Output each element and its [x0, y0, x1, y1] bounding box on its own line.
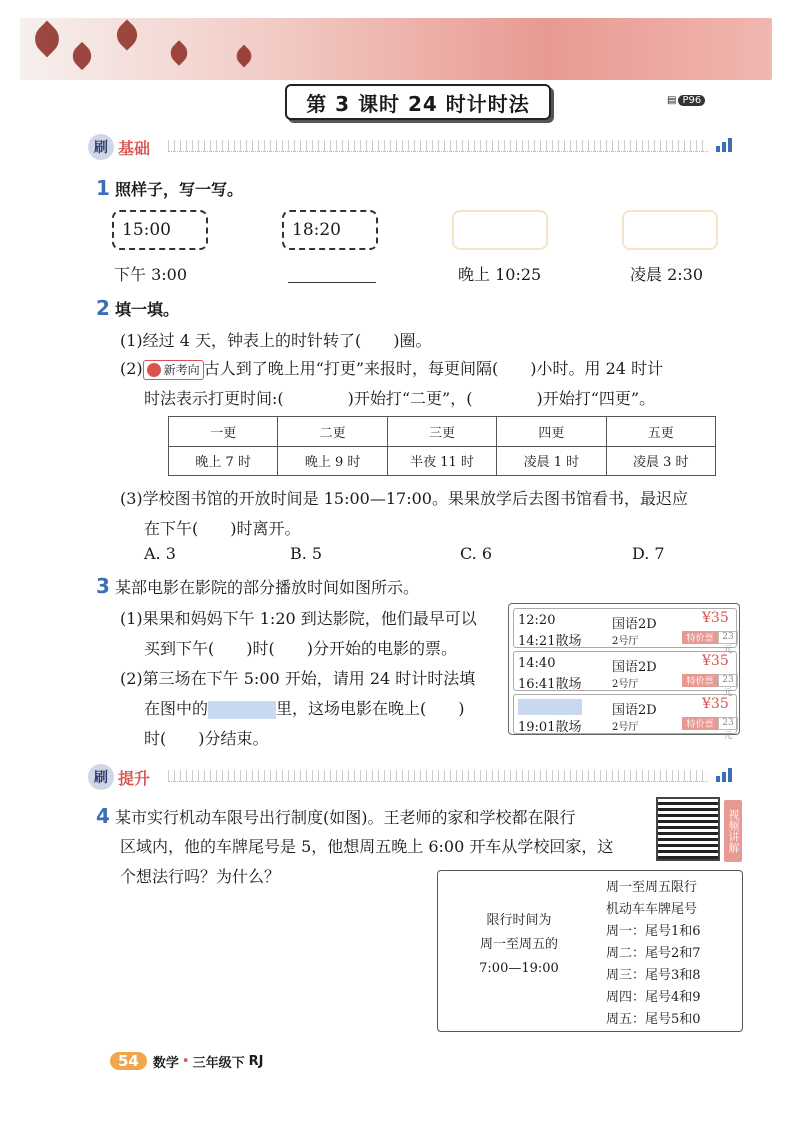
time-box	[112, 210, 208, 250]
traffic-restriction-notice	[437, 870, 743, 1032]
price: ¥35	[702, 653, 729, 669]
question-prompt: 填一填。	[115, 300, 180, 319]
page-number: 54	[110, 1052, 147, 1070]
question-3-part-2-line-2	[144, 696, 465, 719]
option-b[interactable]: B. 5	[290, 544, 323, 563]
end-time: 16:41散场	[518, 677, 582, 692]
original-price: 23元	[718, 717, 738, 730]
start-time: 14:40	[518, 656, 556, 671]
table-cell: 凌晨 1 时	[497, 446, 606, 476]
hall: 2号厅	[612, 722, 639, 733]
table-header-cell: 五更	[606, 417, 715, 447]
movie-showtime-row[interactable]	[513, 651, 737, 698]
question-number: 3	[96, 574, 110, 598]
notice-line: 周四：尾号4和9	[606, 990, 701, 1005]
part-text: 古人到了晚上用“打更”来报时，每更间隔( )小时。用 24 时计	[203, 359, 664, 378]
footer-edition: RJ	[248, 1053, 264, 1069]
page-footer	[110, 1050, 263, 1072]
ticket-button[interactable]	[682, 674, 738, 698]
restriction-time	[464, 909, 574, 981]
price: ¥35	[702, 610, 729, 626]
question-number: 2	[96, 296, 110, 320]
notice-line: 7:00—19:00	[479, 961, 559, 976]
start-time: 12:20	[518, 613, 556, 628]
night-watch-table	[168, 416, 716, 476]
question-number: 1	[96, 176, 110, 200]
notice-line: 周一至周五的	[479, 937, 558, 952]
movie-showtime-row[interactable]	[513, 694, 737, 741]
notice-line: 周三：尾号3和8	[606, 968, 701, 983]
table-header-cell: 四更	[497, 417, 606, 447]
movie-showtime-row[interactable]	[513, 608, 737, 655]
table-header-cell: 三更	[387, 417, 496, 447]
language: 国语2D	[612, 660, 657, 675]
target-icon	[147, 363, 161, 377]
question-2-part-3-line-2: 在下午( )时离开。	[144, 519, 301, 538]
notice-line: 限行时间为	[486, 913, 552, 928]
question-3-part-2-line-1: (2)第三场在下午 5:00 开始，请用 24 时计时法填	[120, 669, 476, 688]
time-caption: 晚上 10:25	[458, 265, 542, 284]
original-price: 23元	[718, 674, 738, 687]
option-c[interactable]: C. 6	[460, 544, 493, 563]
brush-icon: 刷	[88, 764, 114, 790]
maple-leaf-icon	[111, 19, 142, 50]
movie-schedule	[508, 603, 740, 741]
maple-leaf-icon	[68, 42, 96, 70]
question-number: 4	[96, 804, 110, 828]
question-3-part-1-line-2: 买到下午( )时( )分开始的电影的票。	[144, 639, 457, 658]
question-3-part-1-line-1: (1)果果和妈妈下午 1:20 到达影院，他们最早可以	[120, 609, 477, 628]
time-value: 15:00	[122, 220, 171, 240]
brush-icon: 刷	[88, 134, 114, 160]
signal-bars-icon	[716, 136, 732, 152]
answer-blank[interactable]	[288, 282, 376, 283]
language: 国语2D	[612, 703, 657, 718]
table-cell: 晚上 9 时	[278, 446, 387, 476]
ticket-button[interactable]	[682, 631, 738, 655]
question-prompt: 照样子，写一写。	[115, 180, 244, 199]
section-basic-label: 基础	[118, 138, 151, 158]
table-header-cell: 一更	[169, 417, 278, 447]
reference-page: P96	[678, 95, 705, 106]
notice-line: 机动车车牌尾号	[606, 902, 698, 917]
question-2-part-1: (1)经过 4 天，钟表上的时针转了( )圈。	[120, 331, 432, 350]
part-text: 里，这场电影在晚上( )	[276, 699, 465, 718]
question-prompt: 某部电影在影院的部分播放时间如图所示。	[115, 578, 420, 597]
section-basic-header	[88, 134, 150, 160]
section-advanced-label: 提升	[118, 768, 151, 788]
start-time-answer-box[interactable]	[518, 699, 582, 715]
video-explanation-label[interactable]: 视频讲解	[724, 800, 742, 862]
hall: 2号厅	[612, 636, 639, 647]
qr-code[interactable]	[656, 797, 720, 861]
notice-line: 周一：尾号1和6	[606, 924, 701, 939]
divider	[168, 140, 708, 152]
ticket-label: 特价票	[682, 631, 718, 644]
question-4-line-1	[96, 804, 576, 828]
time-caption: 下午 3:00	[114, 265, 188, 284]
ticket-label: 特价票	[682, 674, 718, 687]
table-cell: 半夜 11 时	[387, 446, 496, 476]
end-time: 14:21散场	[518, 634, 582, 649]
ticket-label: 特价票	[682, 717, 718, 730]
book-icon: ▤	[667, 94, 677, 106]
highlight-box	[208, 701, 276, 719]
maple-leaf-icon	[29, 21, 66, 58]
original-price: 23元	[718, 631, 738, 644]
hall: 2号厅	[612, 679, 639, 690]
ticket-button[interactable]	[682, 717, 738, 741]
notice-line: 周一至周五限行	[606, 880, 698, 895]
reference-link[interactable]	[667, 93, 705, 107]
table-header-cell: 二更	[278, 417, 387, 447]
option-a[interactable]: A. 3	[144, 544, 176, 563]
footer-grade: 三年级下	[192, 1055, 245, 1071]
notice-line: 周二：尾号2和7	[606, 946, 701, 961]
footer-subject: 数学	[152, 1055, 179, 1071]
question-2-part-3-line-1: (3)学校图书馆的开放时间是 15:00—17:00。果果放学后去图书馆看书，最迟应	[120, 489, 688, 508]
page-title: 第 3 课时 24 时计时法	[285, 84, 551, 120]
notice-line: 周五：尾号5和0	[606, 1012, 701, 1027]
language: 国语2D	[612, 617, 657, 632]
header-banner	[20, 18, 772, 80]
question-2-header	[96, 296, 179, 320]
divider	[168, 770, 708, 782]
table-row	[169, 446, 716, 476]
question-2-part-2-line-2: 时法表示打更时间:( )开始打“二更”，( )开始打“四更”。	[144, 389, 656, 408]
time-caption: 凌晨 2:30	[630, 265, 704, 284]
question-4-line-3: 个想法行吗？为什么？	[120, 867, 281, 886]
question-4-line-2: 区域内，他的车牌尾号是 5，他想周五晚上 6:00 开车从学校回家，这	[120, 837, 614, 856]
option-d[interactable]: D. 7	[632, 544, 665, 563]
question-1-header	[96, 176, 243, 200]
maple-leaf-icon	[166, 40, 191, 65]
time-value: 18:20	[292, 220, 341, 240]
section-advanced-header	[88, 764, 150, 790]
question-text: 某市实行机动车限号出行制度(如图)。王老师的家和学校都在限行	[115, 808, 576, 827]
table-row	[169, 417, 716, 447]
price: ¥35	[702, 696, 729, 712]
time-answer-box[interactable]	[452, 210, 548, 250]
part-text: 在图中的	[144, 699, 209, 718]
end-time: 19:01散场	[518, 720, 582, 735]
separator-dot: •	[181, 1053, 190, 1069]
part-label: (2)	[120, 359, 143, 378]
badge-label: 新考向	[163, 363, 200, 377]
new-trend-badge	[143, 360, 204, 380]
table-cell: 凌晨 3 时	[606, 446, 715, 476]
time-answer-box[interactable]	[622, 210, 718, 250]
signal-bars-icon	[716, 766, 732, 782]
question-3-part-2-line-3: 时( )分结束。	[144, 729, 269, 748]
question-2-part-2-line-1	[120, 356, 663, 380]
table-cell: 晚上 7 时	[169, 446, 278, 476]
restriction-plates	[606, 877, 701, 1031]
question-3-header	[96, 574, 419, 598]
maple-leaf-icon	[233, 45, 256, 68]
time-box	[282, 210, 378, 250]
